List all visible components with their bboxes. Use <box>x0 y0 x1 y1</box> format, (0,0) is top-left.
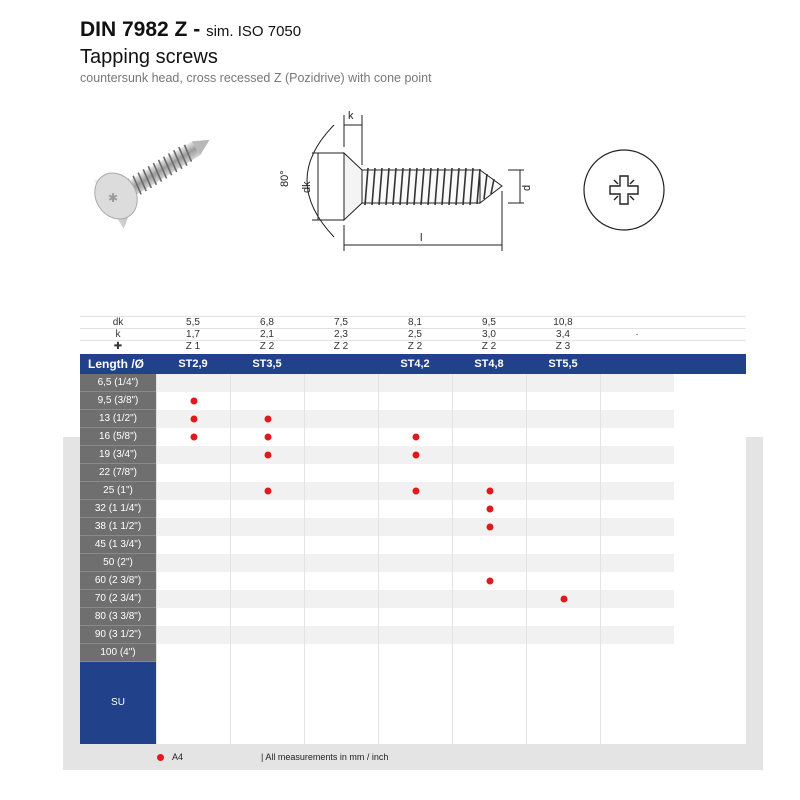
availability-dot <box>412 434 419 441</box>
table-cell <box>304 536 378 554</box>
size-header: ST4,2 <box>400 358 430 370</box>
table-cell <box>230 464 304 482</box>
table-cell <box>230 518 304 536</box>
svg-text:✱: ✱ <box>108 191 119 205</box>
label-dk: dk <box>301 181 313 193</box>
length-label: 45 (1 3/4") <box>80 536 156 554</box>
drive-label: ✚ <box>113 341 123 352</box>
dk-value: 5,5 <box>186 317 200 328</box>
k-value: · <box>635 329 639 340</box>
label-k: k <box>348 110 354 122</box>
length-label: 9,5 (3/8") <box>80 392 156 410</box>
length-label: 90 (3 1/2") <box>80 626 156 644</box>
availability-dot <box>486 506 493 513</box>
table-cell <box>156 608 230 626</box>
dk-value: 7,5 <box>334 317 348 328</box>
length-label: 6,5 (1/4") <box>80 374 156 392</box>
table-row <box>80 500 746 518</box>
table-cell <box>600 608 674 626</box>
table-cell <box>230 554 304 572</box>
table-cell <box>526 374 600 392</box>
k-value: 3,0 <box>482 329 496 340</box>
table-cell <box>230 446 304 464</box>
table-cell <box>600 626 674 644</box>
legend-dot <box>157 754 164 761</box>
table-cell <box>304 482 378 500</box>
label-l: l <box>420 232 423 244</box>
availability-dot <box>264 488 271 495</box>
page-header <box>80 18 432 85</box>
table-cell <box>304 374 378 392</box>
table-cell <box>452 536 526 554</box>
table-cell <box>526 446 600 464</box>
legend-material: A4 <box>172 752 184 762</box>
table-row <box>80 428 746 446</box>
length-label: 19 (3/4") <box>80 446 156 464</box>
table-cell <box>452 644 526 662</box>
table-cell <box>304 500 378 518</box>
table-cell <box>156 536 230 554</box>
standard-equivalent: sim. ISO 7050 <box>206 23 302 40</box>
drive-value: Z 1 <box>185 341 201 352</box>
table-cell <box>156 626 230 644</box>
table-cell <box>526 410 600 428</box>
k-value: 2,5 <box>408 329 422 340</box>
table-row <box>80 608 746 626</box>
table-cell <box>156 482 230 500</box>
su-cell <box>156 662 230 744</box>
table-row <box>80 410 746 428</box>
drive-value: Z 3 <box>555 341 571 352</box>
table-row <box>80 446 746 464</box>
dk-label: dk <box>112 317 124 328</box>
table-cell <box>452 518 526 536</box>
table-cell <box>378 392 452 410</box>
su-label: SU <box>80 662 156 744</box>
table-cell <box>230 410 304 428</box>
technical-drawing <box>262 105 542 255</box>
table-cell <box>156 374 230 392</box>
table-cell <box>304 446 378 464</box>
drive-value: Z 2 <box>333 341 349 352</box>
table-cell <box>378 518 452 536</box>
table-cell <box>156 554 230 572</box>
table-cell <box>230 500 304 518</box>
table-cell <box>526 500 600 518</box>
length-label: 100 (4") <box>80 644 156 662</box>
table-cell <box>452 428 526 446</box>
table-cell <box>304 590 378 608</box>
table-cell <box>378 464 452 482</box>
table-cell <box>304 428 378 446</box>
table-cell <box>304 410 378 428</box>
su-cell <box>230 662 304 744</box>
k-value: 2,3 <box>334 329 348 340</box>
drive-value: Z 2 <box>407 341 423 352</box>
table-cell <box>230 626 304 644</box>
table-cell <box>304 464 378 482</box>
length-label: 80 (3 3/8") <box>80 608 156 626</box>
length-label: 16 (5/8") <box>80 428 156 446</box>
length-label: 70 (2 3/4") <box>80 590 156 608</box>
table-cell <box>526 590 600 608</box>
table-row <box>80 392 746 410</box>
table-row <box>80 518 746 536</box>
su-row <box>80 662 746 744</box>
table-cell <box>600 572 674 590</box>
table-cell <box>378 410 452 428</box>
table-cell <box>526 536 600 554</box>
table-cell <box>600 446 674 464</box>
product-description: countersunk head, cross recessed Z (Pozidrive) with cone point <box>80 71 432 85</box>
table-cell <box>600 410 674 428</box>
table-cell <box>600 482 674 500</box>
table-cell <box>526 482 600 500</box>
table-row <box>80 554 746 572</box>
table-cell <box>452 410 526 428</box>
table-cell <box>600 644 674 662</box>
table-cell <box>156 572 230 590</box>
k-value: 1,7 <box>186 329 200 340</box>
table-cell <box>600 392 674 410</box>
table-cell <box>156 590 230 608</box>
size-header: ST3,5 <box>252 358 282 370</box>
table-cell <box>230 482 304 500</box>
pozidrive-icon <box>582 148 666 232</box>
su-cell <box>378 662 452 744</box>
size-header-row <box>80 354 746 374</box>
table-cell <box>230 644 304 662</box>
product-title <box>80 18 432 42</box>
length-label: 22 (7/8") <box>80 464 156 482</box>
table-cell <box>156 392 230 410</box>
table-cell <box>526 392 600 410</box>
k-label: k <box>115 329 121 340</box>
size-header <box>304 354 378 374</box>
length-label: 13 (1/2") <box>80 410 156 428</box>
table-cell <box>378 608 452 626</box>
dk-value: 8,1 <box>408 317 422 328</box>
table-cell <box>452 392 526 410</box>
table-cell <box>378 500 452 518</box>
table-cell <box>156 500 230 518</box>
table-cell <box>378 554 452 572</box>
size-header: ST5,5 <box>548 358 578 370</box>
standard-title: DIN 7982 Z - <box>80 18 201 41</box>
table-cell <box>526 554 600 572</box>
table-row <box>80 572 746 590</box>
legend-note: | All measurements in mm / inch <box>261 752 389 762</box>
table-cell <box>230 392 304 410</box>
length-label: 50 (2") <box>80 554 156 572</box>
table-cell <box>378 482 452 500</box>
table-cell <box>526 626 600 644</box>
table-row <box>80 482 746 500</box>
table-cell <box>304 554 378 572</box>
su-cell <box>600 662 674 744</box>
table-cell <box>378 572 452 590</box>
availability-dot <box>190 434 197 441</box>
table-cell <box>452 500 526 518</box>
table-row <box>80 590 746 608</box>
table-cell <box>600 518 674 536</box>
availability-dot <box>264 434 271 441</box>
table-cell <box>156 428 230 446</box>
availability-dot <box>264 452 271 459</box>
table-cell <box>600 464 674 482</box>
table-cell <box>230 608 304 626</box>
table-cell <box>452 572 526 590</box>
table-cell <box>526 572 600 590</box>
table-cell <box>156 518 230 536</box>
table-cell <box>526 644 600 662</box>
dk-value: 9,5 <box>482 317 496 328</box>
table-cell <box>230 572 304 590</box>
table-row <box>80 536 746 554</box>
table-cell <box>526 518 600 536</box>
size-header: ST2,9 <box>178 358 208 370</box>
availability-dot <box>486 488 493 495</box>
availability-dot <box>412 452 419 459</box>
table-cell <box>230 374 304 392</box>
length-label: 25 (1") <box>80 482 156 500</box>
availability-dot <box>486 578 493 585</box>
table-cell <box>526 608 600 626</box>
table-cell <box>526 428 600 446</box>
table-cell <box>452 554 526 572</box>
table-cell <box>526 464 600 482</box>
product-subtitle: Tapping screws <box>80 46 218 68</box>
table-row <box>80 374 746 392</box>
drive-value: Z 2 <box>259 341 275 352</box>
availability-dot <box>412 488 419 495</box>
table-cell <box>156 446 230 464</box>
table-cell <box>378 428 452 446</box>
su-cell <box>304 662 378 744</box>
k-value: 3,4 <box>556 329 570 340</box>
table-cell <box>156 464 230 482</box>
table-cell <box>304 644 378 662</box>
label-angle: 80° <box>279 170 291 187</box>
table-cell <box>304 608 378 626</box>
drive-value <box>600 341 674 353</box>
table-cell <box>304 572 378 590</box>
dk-value: 10,8 <box>553 317 573 328</box>
k-value: 2,1 <box>260 329 274 340</box>
screw-photo <box>80 120 230 230</box>
drive-row <box>80 340 746 353</box>
dimension-table <box>80 312 746 744</box>
availability-dot <box>190 398 197 405</box>
table-cell <box>600 374 674 392</box>
table-cell <box>452 374 526 392</box>
table-cell <box>304 518 378 536</box>
table-cell <box>304 626 378 644</box>
length-label: 32 (1 1/4") <box>80 500 156 518</box>
length-label: 60 (2 3/8") <box>80 572 156 590</box>
table-cell <box>600 428 674 446</box>
length-label: 38 (1 1/2") <box>80 518 156 536</box>
drive-value: Z 2 <box>481 341 497 352</box>
table-cell <box>230 590 304 608</box>
table-cell <box>600 590 674 608</box>
table-cell <box>156 644 230 662</box>
table-cell <box>452 482 526 500</box>
table-cell <box>230 428 304 446</box>
table-cell <box>452 446 526 464</box>
dk-value: 6,8 <box>260 317 274 328</box>
table-cell <box>378 626 452 644</box>
table-cell <box>600 500 674 518</box>
availability-dot <box>560 596 567 603</box>
table-cell <box>452 590 526 608</box>
length-header: Length /Ø <box>88 357 144 371</box>
label-d: d <box>521 184 533 191</box>
su-cell <box>526 662 600 744</box>
table-cell <box>600 536 674 554</box>
availability-dot <box>190 416 197 423</box>
legend <box>157 752 389 762</box>
table-cell <box>156 410 230 428</box>
table-cell <box>452 626 526 644</box>
table-cell <box>378 374 452 392</box>
size-header <box>600 354 674 374</box>
table-cell <box>378 536 452 554</box>
su-cell <box>452 662 526 744</box>
table-cell <box>600 554 674 572</box>
table-cell <box>378 644 452 662</box>
table-cell <box>230 536 304 554</box>
table-row <box>80 464 746 482</box>
table-cell <box>378 446 452 464</box>
availability-dot <box>264 416 271 423</box>
table-row <box>80 644 746 662</box>
table-cell <box>304 392 378 410</box>
table-cell <box>378 590 452 608</box>
table-cell <box>452 464 526 482</box>
size-header: ST4,8 <box>474 358 504 370</box>
table-cell <box>452 608 526 626</box>
table-row <box>80 626 746 644</box>
availability-dot <box>486 524 493 531</box>
